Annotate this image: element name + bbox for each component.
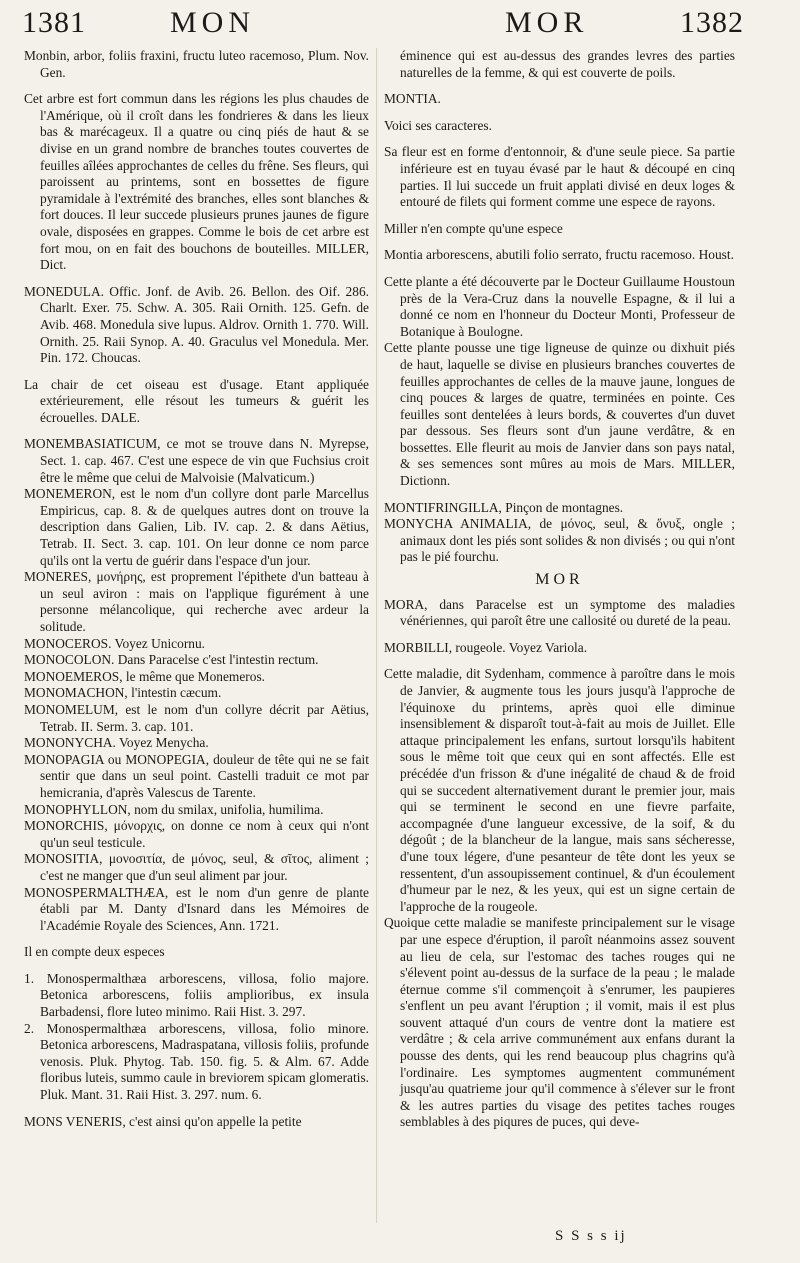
page-number-left: 1381	[22, 6, 86, 39]
entry-paragraph: Cette plante a été découverte par le Docteur Guillaume Houstoun près de la Vera-Cruz dans la nouvelle Espagne, & il lui a donné ce nom en l'honneur du Docteur Monti, Professeur de Botanique à Boulogne.	[384, 273, 735, 339]
entry-paragraph: MONTIFRINGILLA, Pinçon de montagnes.	[384, 499, 624, 515]
entry-paragraph: MONOPHYLLON, nom du smilax, unifolia, humilima.	[24, 801, 324, 817]
header-title-left: MON	[170, 6, 256, 39]
entry-paragraph: MONOEMEROS, le même que Monemeros.	[24, 668, 265, 684]
entry-paragraph: MONOPAGIA ou MONOPEGIA, douleur de tête qui ne se fait sentir que dans un seul point. Castelli traduit ce mot par hemicrania, d'après Valescus de Tarente.	[24, 751, 369, 800]
entry-paragraph: MONEMERON, est le nom d'un collyre dont parle Marcellus Empiricus, cap. 8. & de quelques autres dont on trouve la description dans Galien, Lib. IV. cap. 2. & dans Aëtius, Tetrab. II. Sect. 3. cap. 101. On leur donne ce nom parce qu'ils ont la vertu de guérir dans l'espace d'un jour.	[24, 486, 369, 568]
entry-paragraph: Quoique cette maladie se manifeste principalement sur le visage par une espece d'éruption, il paroît néanmoins assez souvent au lieu de cela, sur l'estomac des taches rouges qui ne s'élevent point au-dessus de la surface de la peau ; le malade éternue comme s'il commençoit à s'enrumer, les paupieres s'enflent un peu avant l'éruption ; il vomit, mais il est plus souvent attaqué d'un cours de ventre dont la matiere est verdâtre ; & cela arrive communément aux enfans durant la pousse des dents, qui les rend beaucoup plus chagrins qu'à l'ordinaire. Les symptomes augmentent communément jusqu'au quatrieme jour qu'il commence à s'élever sur le front & les autres parties du visage des petites taches rouges semblables à des piqures de puces, qui deve-	[384, 915, 735, 1130]
right-column	[384, 48, 735, 1131]
entry-paragraph: MONOCOLON. Dans Paracelse c'est l'intestin rectum.	[24, 652, 319, 668]
entry-paragraph: MONOMACHON, l'intestin cæcum.	[24, 685, 222, 701]
entry-paragraph: MONTIA.	[384, 91, 441, 107]
entry-paragraph: MONEDULA. Offic. Jonf. de Avib. 26. Bellon. des Oif. 286. Charlt. Exer. 75. Schw. A. 305. Raii Ornith. 125. Gefn. de Avib. 468. Monedula sive lupus. Aldrov. Ornith 1. 770. Will. Ornith. 25. Raii Synop. A. 40. Graculus vel Monedula. Mer. Pin. 172. Choucas.	[24, 283, 369, 366]
entry-paragraph: Cette maladie, dit Sydenham, commence à paroître dans le mois de Janvier, & augmente tous les jours jusqu'à l'approche de l'équinoxe du printems, après quoi elle diminue insensiblement & disparoît tout-à-fait au mois de Juillet. Elle attaque principalement les enfans, surtout lorsqu'ils habitent sous le même toit que ceux qui en sont affectés. Elle est précédée d'un frisson & d'une inégalité de chaud & de froid qui se succedent alternativement durant le premier jour, mais qui se terminent le second en une fievre parfaite, accompagnée d'une langueur excessive, de la soif, & du dégoût ; de la blancheur de la langue, mais sans sécheresse, d'une toux légere, d'une pesanteur de tête dont les yeux se ressentent, d'un assoupissement continuel, & d'un écoulement d'humeur par le nez, & les yeux, qui est un signe certain de l'approche de la rougeole.	[384, 666, 735, 914]
entry-paragraph: Cet arbre est fort commun dans les régions les plus chaudes de l'Amérique, où il croît dans les fondrieres & dans les lieux bas & marécageux. Il a quatre ou cinq piés de haut & se divise en un grand nombre de branches toutes couvertes de feuilles aîlées approchantes de celles du frêne. Ses fleurs, qui paroissent au printems, sont en bossettes de figure pyramidale à l'extrémité des branches, elles sont blanches & fort douces. Il leur succede plusieurs prunes jaunes de figure ovale, disposées en grappes. Comme le bois de cet arbre est fort mou, on en fait des bouchons de bouteilles. MILLER, Dict.	[24, 91, 369, 273]
signature-mark: S S s s ij	[555, 1228, 627, 1244]
entry-paragraph: Montia arborescens, abutili folio serrato, fructu racemoso. Houst.	[384, 247, 734, 263]
entry-paragraph: éminence qui est au-dessus des grandes levres des parties naturelles de la femme, & qui est couverte de poils.	[400, 48, 735, 80]
entry-paragraph: MONYCHA ANIMALIA, de μόνος, seul, & ὄνυξ, ongle ; animaux dont les piés sont solides & non divisés ; ou qui n'ont pas le pié fourchu.	[384, 516, 735, 565]
entry-paragraph: MONS VENERIS, c'est ainsi qu'on appelle la petite	[24, 1113, 302, 1129]
running-header	[0, 6, 800, 46]
entry-paragraph: MONOCEROS. Voyez Unicornu.	[24, 635, 206, 651]
entry-paragraph: 1. Monospermalthæa arborescens, villosa, folio majore. Betonica arborescens, foliis amplioribus, ex insula Barbadensi, flore luteo minimo. Raii Hist. 3. 297.	[24, 970, 369, 1020]
entry-paragraph: MONORCHIS, μόνορχις, on donne ce nom à ceux qui n'ont qu'un seul testicule.	[24, 818, 369, 850]
entry-paragraph: 2. Monospermalthæa arborescens, villosa, folio minore. Betonica arborescens, Madraspatana, villosis foliis, profunde venosis. Pluk. Phytog. Tab. 150. fig. 5. & Alm. 67. Adde floribus luteis, summo caule in breviorem spicam glomeratis. Pluk. Mant. 31. Raii Hist. 3. 297. num. 6.	[24, 1020, 369, 1103]
entry-paragraph: Monbin, arbor, foliis fraxini, fructu luteo racemoso, Plum. Nov. Gen.	[24, 48, 369, 80]
entry-paragraph: MONONYCHA. Voyez Menycha.	[24, 735, 209, 751]
entry-paragraph: Cette plante pousse une tige ligneuse de quinze ou dixhuit piés de haut, laquelle se divise en plusieurs branches couvertes de feuilles approchantes de celles de la mauve jaune, longues de cinq pouces & larges de quatre, terminées en pointe. Ces feuilles sont dentelées à leurs bords, & couvertes d'un duvet par dessous. Ses fleurs sont d'un jaune verdâtre, & en bossettes. Elle fleurit au mois de Janvier dans son pays natal, & ses semences sont mûres au mois de Mars. MILLER, Dictionn.	[384, 340, 735, 489]
entry-paragraph: Il en compte deux especes	[24, 944, 165, 960]
column-divider	[376, 48, 377, 1223]
entry-paragraph: La chair de cet oiseau est d'usage. Etant appliquée extérieurement, elle résout les tumeurs & guérit les écrouelles. DALE.	[24, 376, 369, 425]
section-heading: MOR	[535, 571, 584, 589]
entry-paragraph: Sa fleur est en forme d'entonnoir, & d'une seule piece. Sa partie inférieure est en tuyau évasé par le haut & découpé en cinq parties. Il lui succede un fruit applati divisé en deux loges & entouré de filets qui forment comme une espece de rayons.	[384, 144, 735, 210]
entry-paragraph: MONOSPERMALTHÆA, est le nom d'un genre de plante établi par M. Danty d'Isnard dans les Mémoires de l'Académie Royale des Sciences, Ann. 1721.	[24, 884, 369, 933]
entry-paragraph: MONOMELUM, est le nom d'un collyre décrit par Aëtius, Tetrab. II. Serm. 3. cap. 101.	[24, 701, 369, 734]
entry-paragraph: MONERES, μονήρης, est proprement l'épithete d'un batteau à un seul aviron : mais on l'applique figurément à une personne mélancolique, qui recherche avec ardeur la solitude.	[24, 569, 369, 634]
entry-paragraph: MORBILLI, rougeole. Voyez Variola.	[384, 639, 588, 655]
entry-paragraph: MONOSITIA, μονοσιτία, de μόνος, seul, & σῖτος, aliment ; c'est ne manger que d'un seul aliment par jour.	[24, 851, 369, 883]
entry-paragraph: Miller n'en compte qu'une espece	[384, 220, 563, 236]
entry-paragraph: Voici ses caracteres.	[384, 117, 492, 133]
entry-paragraph: MORA, dans Paracelse est un symptome des maladies vénériennes, qui paroît être une callosité ou dureté de la peau.	[384, 596, 735, 629]
header-title-right: MOR	[505, 6, 589, 39]
page-number-right: 1382	[680, 6, 744, 39]
left-column	[24, 48, 369, 1130]
entry-paragraph: MONEMBASIATICUM, ce mot se trouve dans N. Myrepse, Sect. 1. cap. 467. C'est une espece de vin que Fuchsius croit être le même que celui de Malvoisie (Malvaticum.)	[24, 436, 369, 485]
